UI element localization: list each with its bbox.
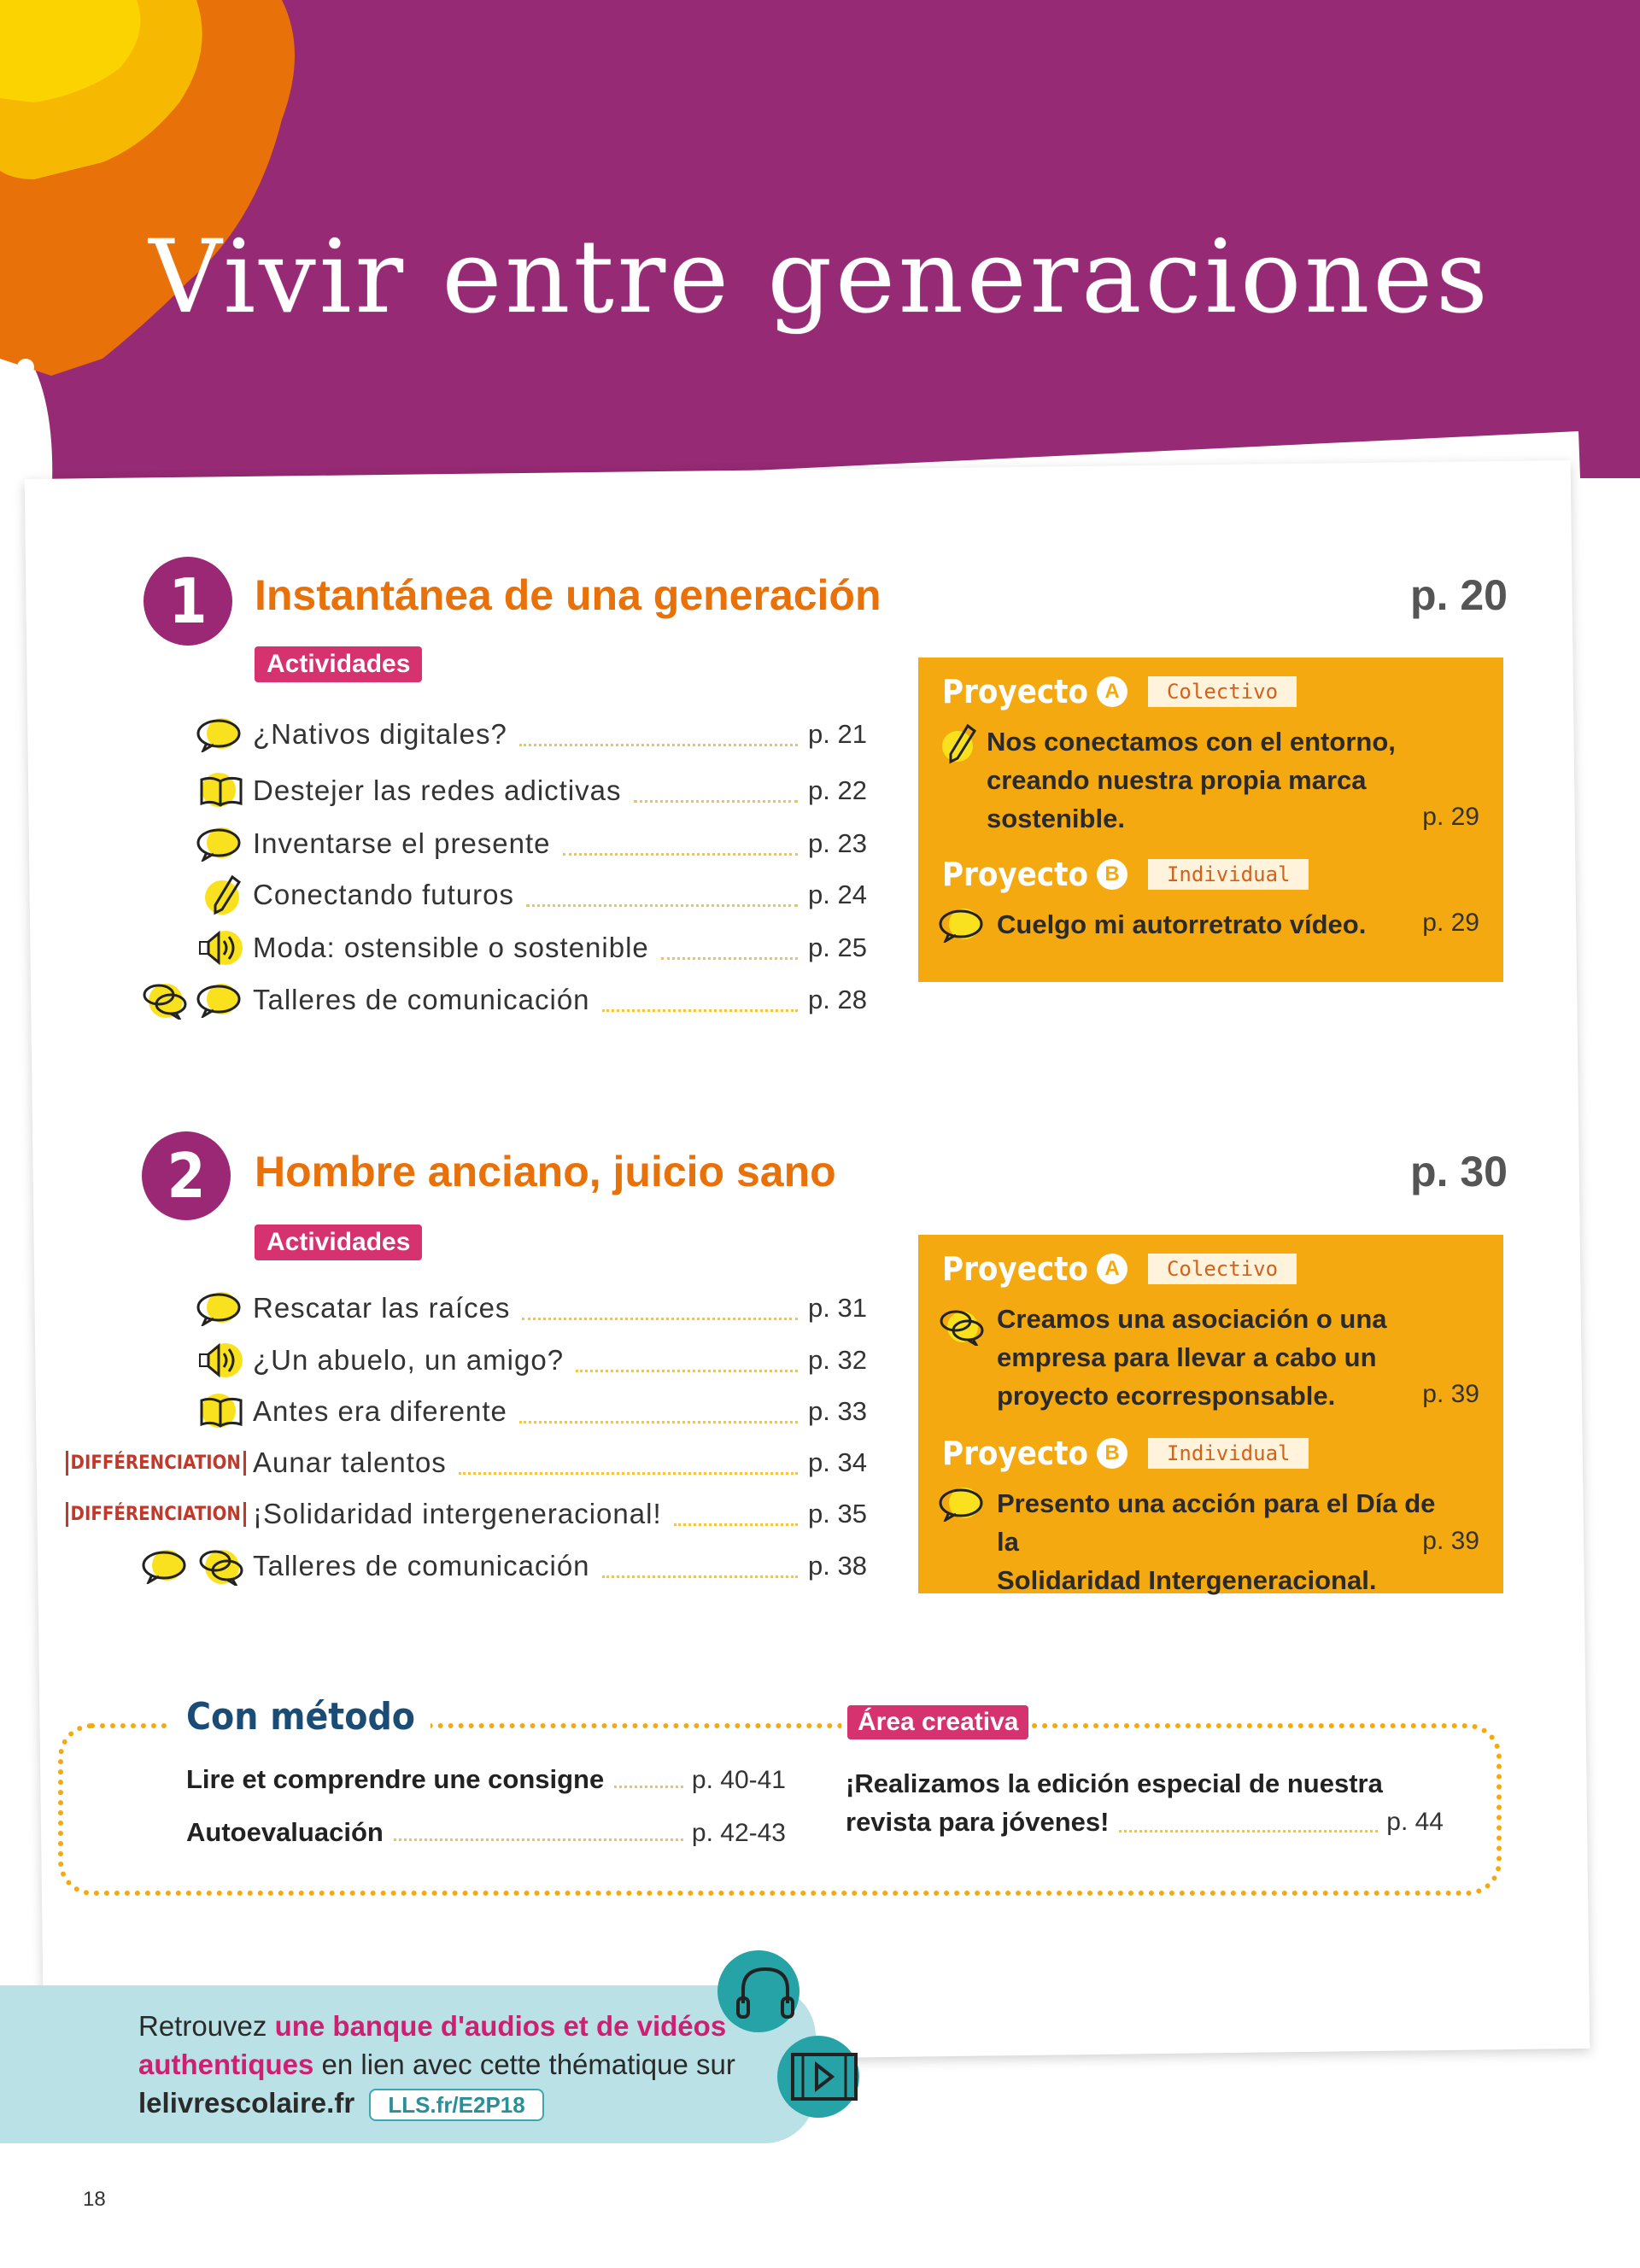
project-page: p. 39 bbox=[1422, 1380, 1479, 1408]
speech-bubble-icon bbox=[196, 982, 246, 1018]
dot-leader bbox=[563, 853, 799, 856]
dot-leader bbox=[602, 1009, 799, 1012]
differenciation-tag: DIFFÉRENCIATION bbox=[66, 1502, 246, 1527]
creative-text[interactable]: ¡Realizamos la edición especial de nuestra revista para jóvenes! p. 44 bbox=[846, 1764, 1444, 1841]
activity-row[interactable] bbox=[51, 1492, 867, 1536]
project-type-tag: Individual bbox=[1148, 859, 1309, 890]
speech-bubble-icon bbox=[196, 1290, 246, 1326]
activity-row[interactable] bbox=[85, 978, 867, 1022]
pencil-icon bbox=[939, 722, 981, 765]
activity-page: p. 21 bbox=[808, 719, 867, 749]
unit-number-badge: 2 bbox=[142, 1131, 231, 1220]
activity-row[interactable] bbox=[85, 712, 867, 757]
unit-page: p. 30 bbox=[1410, 1148, 1508, 1195]
unit-page: p. 20 bbox=[1410, 571, 1508, 619]
project-header bbox=[942, 856, 1309, 893]
activity-row[interactable] bbox=[85, 1338, 867, 1382]
activity-page: p. 33 bbox=[808, 1396, 867, 1426]
book-icon bbox=[196, 1394, 246, 1429]
project-page: p. 29 bbox=[1422, 909, 1479, 937]
banner-text: Retrouvez une banque d'audios et de vidéos authentiques en lien avec cette thématique sur lelivrescolaire.fr LLS.fr/E2P18 bbox=[138, 2007, 788, 2122]
dot-leader bbox=[614, 1786, 683, 1788]
project-word: Proyecto bbox=[942, 1435, 1088, 1472]
project-box bbox=[918, 658, 1503, 982]
speech-bubble-icon bbox=[939, 1486, 988, 1522]
activity-label: ¡Solidaridad intergeneracional! bbox=[253, 1498, 662, 1529]
project-page: p. 39 bbox=[1422, 1527, 1479, 1555]
dot-leader bbox=[526, 904, 798, 907]
activity-page: p. 35 bbox=[808, 1499, 867, 1529]
creative-area-tag: Área creativa bbox=[847, 1705, 1028, 1739]
dot-leader bbox=[576, 1370, 798, 1372]
activity-page: p. 25 bbox=[808, 932, 867, 962]
activity-row[interactable] bbox=[85, 926, 867, 970]
pencil-icon bbox=[203, 874, 246, 916]
project-box bbox=[918, 1235, 1503, 1593]
activity-label: Antes era diferente bbox=[253, 1395, 507, 1427]
method-page: p. 42-43 bbox=[691, 1819, 786, 1847]
dot-leader bbox=[519, 1421, 798, 1423]
speech-bubble-icon bbox=[196, 716, 246, 752]
headphones-icon bbox=[718, 1950, 800, 2032]
project-header bbox=[942, 673, 1297, 710]
method-row[interactable] bbox=[186, 1817, 786, 1848]
activity-label: Moda: ostensible o sostenible bbox=[253, 932, 649, 963]
project-word: Proyecto bbox=[942, 673, 1088, 710]
project-header bbox=[942, 1250, 1297, 1288]
method-label: Autoevaluación bbox=[186, 1817, 384, 1847]
dot-leader bbox=[394, 1838, 683, 1841]
activity-row[interactable] bbox=[85, 1544, 867, 1588]
speaker-icon bbox=[196, 928, 246, 967]
splash-dot bbox=[17, 359, 34, 376]
dot-leader bbox=[459, 1472, 798, 1475]
activity-page: p. 38 bbox=[808, 1551, 867, 1581]
dot-leader bbox=[674, 1523, 798, 1526]
activity-label: ¿Un abuelo, un amigo? bbox=[253, 1344, 565, 1376]
page-number: 18 bbox=[83, 2188, 106, 2211]
activity-label: Talleres de comunicación bbox=[253, 984, 590, 1015]
conversation-icon bbox=[198, 1546, 246, 1586]
dot-leader bbox=[522, 1318, 798, 1320]
activity-label: Destejer las redes adictivas bbox=[253, 775, 622, 806]
project-letter: A bbox=[1097, 1254, 1128, 1284]
activity-page: p. 23 bbox=[808, 828, 867, 858]
project-text[interactable]: Presento una acción para el Día de la Solidaridad Intergeneracional. bbox=[997, 1488, 1436, 1595]
project-type-tag: Individual bbox=[1148, 1438, 1309, 1469]
dot-leader bbox=[661, 957, 798, 960]
dot-leader bbox=[634, 800, 799, 803]
method-row[interactable] bbox=[186, 1764, 786, 1795]
project-text[interactable]: Creamos una asociación o una empresa para llevar a cabo un proyecto ecorresponsable. bbox=[997, 1304, 1387, 1411]
method-page: p. 40-41 bbox=[691, 1766, 786, 1794]
activities-tag: Actividades bbox=[255, 1225, 422, 1260]
differenciation-tag: DIFFÉRENCIATION bbox=[66, 1451, 246, 1476]
activity-label: Aunar talentos bbox=[253, 1447, 447, 1478]
unit-number-badge: 1 bbox=[144, 557, 232, 646]
activity-row[interactable] bbox=[85, 1286, 867, 1330]
activity-label: Rescatar las raíces bbox=[253, 1292, 511, 1324]
dot-leader bbox=[602, 1575, 799, 1578]
project-page: p. 29 bbox=[1422, 803, 1479, 831]
activity-page: p. 32 bbox=[808, 1345, 867, 1375]
speech-bubble-icon bbox=[939, 907, 988, 943]
activity-row[interactable] bbox=[85, 769, 867, 813]
activity-row[interactable] bbox=[85, 1389, 867, 1434]
conversation-icon bbox=[142, 980, 190, 1020]
dot-leader bbox=[1119, 1830, 1378, 1833]
book-icon bbox=[196, 773, 246, 809]
project-letter: B bbox=[1097, 1438, 1128, 1469]
page-title: Vivir entre generaciones bbox=[149, 218, 1491, 336]
activity-row[interactable] bbox=[85, 821, 867, 866]
speech-bubble-icon bbox=[142, 1548, 191, 1584]
unit-title[interactable]: Hombre anciano, juicio sano bbox=[255, 1148, 836, 1195]
activity-page: p. 28 bbox=[808, 985, 867, 1014]
project-text[interactable]: Cuelgo mi autorretrato vídeo. bbox=[997, 909, 1367, 939]
activity-page: p. 22 bbox=[808, 775, 867, 805]
project-type-tag: Colectivo bbox=[1148, 676, 1297, 707]
activity-page: p. 31 bbox=[808, 1293, 867, 1323]
method-label: Lire et comprendre une consigne bbox=[186, 1764, 605, 1794]
activities-tag: Actividades bbox=[255, 646, 422, 682]
project-text[interactable]: Nos conectamos con el entorno, creando nuestra propia marca sostenible. bbox=[987, 727, 1396, 833]
conversation-icon bbox=[939, 1306, 987, 1346]
project-word: Proyecto bbox=[942, 856, 1088, 893]
method-title: Con método bbox=[171, 1695, 430, 1739]
activity-label: Inventarse el presente bbox=[253, 827, 551, 859]
activity-page: p. 34 bbox=[808, 1447, 867, 1477]
activity-page: p. 24 bbox=[808, 880, 867, 909]
project-letter: A bbox=[1097, 676, 1128, 707]
splash-dot bbox=[215, 198, 229, 212]
activity-row[interactable] bbox=[51, 1441, 867, 1485]
video-icon bbox=[777, 2036, 859, 2118]
project-type-tag: Colectivo bbox=[1148, 1254, 1297, 1284]
creative-page: p. 44 bbox=[1386, 1808, 1444, 1836]
activity-label: ¿Nativos digitales? bbox=[253, 718, 507, 750]
speech-bubble-icon bbox=[196, 826, 246, 862]
project-header bbox=[942, 1435, 1309, 1472]
dot-leader bbox=[519, 744, 798, 746]
activity-label: Talleres de comunicación bbox=[253, 1550, 590, 1581]
unit-title[interactable]: Instantánea de una generación bbox=[255, 571, 882, 619]
lls-link[interactable]: LLS.fr/E2P18 bbox=[369, 2089, 543, 2121]
speaker-icon bbox=[196, 1341, 246, 1380]
project-letter: B bbox=[1097, 859, 1128, 890]
project-word: Proyecto bbox=[942, 1250, 1088, 1288]
activity-label: Conectando futuros bbox=[253, 879, 515, 910]
activity-row[interactable] bbox=[85, 873, 867, 917]
